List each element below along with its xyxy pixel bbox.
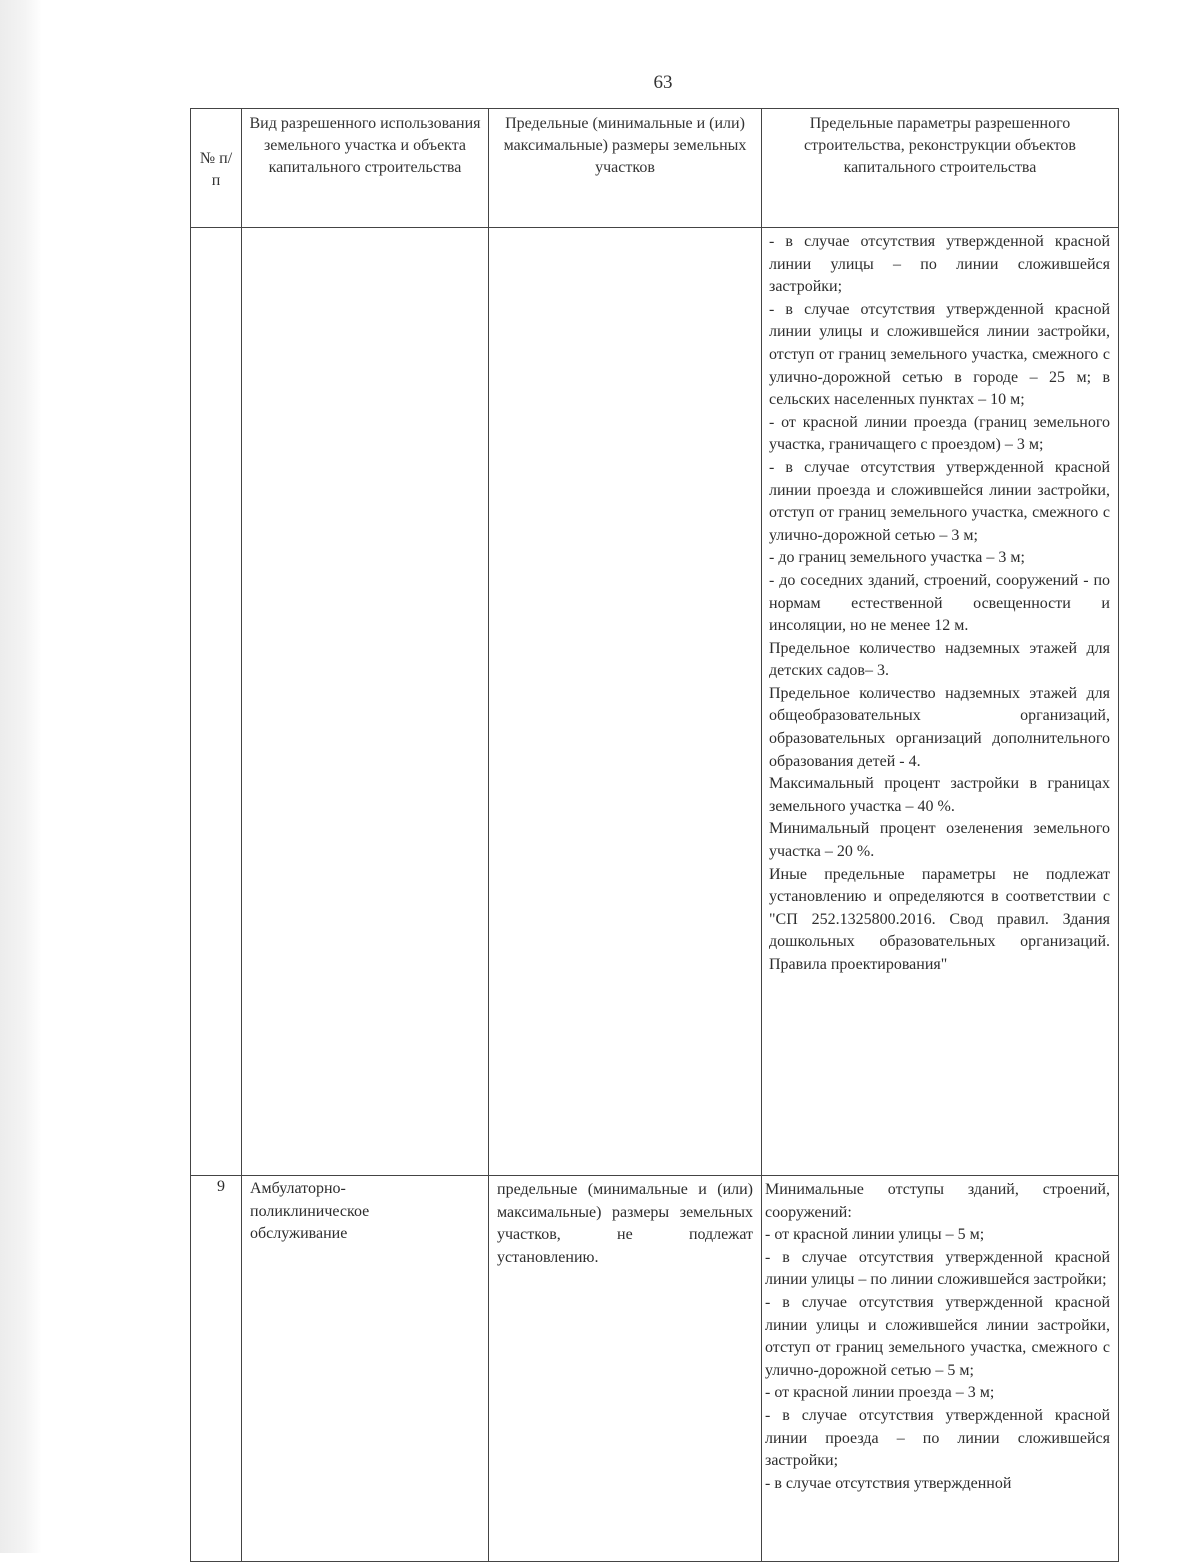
param-line: Максимальный процент застройки в границах земельного участка – 40 %. <box>769 775 1110 815</box>
param-line: Предельное количество надземных этажей для детских садов– 3. <box>769 639 1110 680</box>
row-num-cell <box>191 228 242 1176</box>
param-line: Минимальный процент озеленения земельного участка – 20 %. <box>769 820 1110 861</box>
param-line: - от красной линии проезда – 3 м; <box>765 1384 995 1402</box>
param-line: - в случае отсутствия утвержденной <box>765 1474 1012 1492</box>
param-line: - в случае отсутствия утвержденной красной линии улицы – по линии сложившейся застройки; <box>765 1248 1110 1289</box>
header-size: Предельные (минимальные и (или) максимальные) размеры земельных участков <box>489 109 762 228</box>
header-num: № п/п <box>191 109 242 228</box>
row-params-cell <box>762 1176 1119 1562</box>
param-line: - в случае отсутствия утвержденной красной линии улицы и сложившейся линии застройки, отступ от границ земельного участка, смежного с улично-дорожной сетью в городе – 25 м; в сельских населенных пунктах – 10 м; <box>769 300 1110 409</box>
param-line: - в случае отсутствия утвержденной красной линии проезда – по линии сложившейся застройки; <box>765 1406 1110 1470</box>
table-row <box>191 1176 1119 1562</box>
row-size-cell: предельные (минимальные и (или) максимальные) размеры земельных участков, не подлежат установлению. <box>489 1176 762 1562</box>
row-name-cell <box>242 228 489 1176</box>
param-line: Минимальные отступы зданий, строений, сооружений: <box>765 1181 1110 1221</box>
param-line: - от красной линии проезда (границ земельного участка, граничащего с проездом) – 3 м; <box>769 413 1110 454</box>
table-header-row <box>191 109 1119 228</box>
regulations-table <box>190 108 1119 1562</box>
scan-margin-shadow <box>0 0 42 1553</box>
param-line: - в случае отсутствия утвержденной красной линии проезда и сложившейся линии застройки, отступ от границ земельного участка, смежного с улично-дорожной сетью – 3 м; <box>769 458 1110 544</box>
param-line: Предельное количество надземных этажей для общеобразовательных организаций, образовательных организаций дополнительного образования детей - 4. <box>769 684 1110 770</box>
param-line: - от красной линии улицы – 5 м; <box>765 1226 985 1244</box>
page-number: 63 <box>653 72 673 93</box>
header-params: Предельные параметры разрешенного строительства, реконструкции объектов капитального строительства <box>762 109 1119 228</box>
row-size-cell <box>489 228 762 1176</box>
header-name: Вид разрешенного использования земельного участка и объекта капитального строительства <box>242 109 489 228</box>
param-line: - в случае отсутствия утвержденной красной линии улицы и сложившейся линии застройки, отступ от границ земельного участка, смежного с улично-дорожной сетью – 5 м; <box>765 1293 1110 1379</box>
table-row <box>191 228 1119 1176</box>
param-line: - в случае отсутствия утвержденной красной линии улицы – по линии сложившейся застройки; <box>769 233 1110 296</box>
param-line: Иные предельные параметры не подлежат установлению и определяются в соответствии с "СП 252.1325800.2016. Свод правил. Здания дошкольных образовательных организаций. Правила проектирования" <box>769 865 1110 973</box>
param-line: - до границ земельного участка – 3 м; <box>769 549 1025 567</box>
param-line: - до соседних зданий, строений, сооружений - по нормам естественной освещенности и инсоляции, но не менее 12 м. <box>769 571 1110 635</box>
row-num-cell: 9 <box>191 1176 242 1562</box>
row-name-cell: Амбулаторно-поликлиническое обслуживание <box>242 1176 489 1562</box>
row-params-cell <box>762 228 1119 1176</box>
